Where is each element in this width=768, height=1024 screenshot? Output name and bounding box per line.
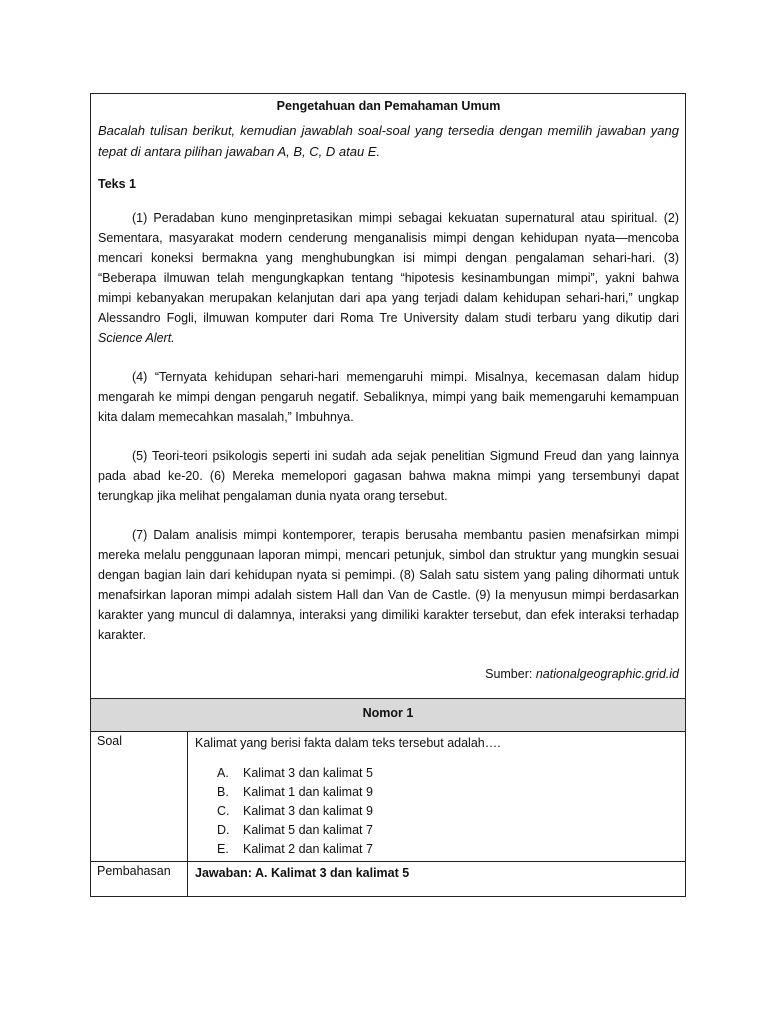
question-number-header: Nomor 1	[91, 698, 685, 731]
paragraph-2: (4) “Ternyata kehidupan sehari-hari memengaruhi mimpi. Misalnya, kecemasan dalam hidup mengarah ke mimpi dengan pengaruh negatif. Sebaliknya, mimpi yang baik memengaruhi kemampuan kita dalam memecahkan masalah,” Imbuhnya.	[98, 370, 679, 424]
option-b	[217, 783, 679, 802]
option-letter: D.	[217, 823, 230, 837]
question-text: Kalimat yang berisi fakta dalam teks tersebut adalah….	[195, 736, 501, 750]
paragraph-1	[98, 208, 679, 348]
option-text: Kalimat 3 dan kalimat 9	[243, 804, 373, 818]
soal-row	[91, 731, 685, 861]
option-d	[217, 821, 679, 840]
answer-text: Jawaban: A. Kalimat 3 dan kalimat 5	[195, 866, 410, 880]
pembahasan-content	[188, 862, 685, 896]
option-e	[217, 840, 679, 859]
paragraph-1-citation: Science Alert.	[98, 331, 175, 345]
paragraph-4: (7) Dalam analisis mimpi kontemporer, terapis berusaha membantu pasien menafsirkan mimpi mereka melalu penggunaan laporan mimpi, mencari petunjuk, simbol dan struktur yang mungkin sesuai dengan bagian lain dari kehidupan nyata si pemimpi. (8) Salah satu sistem yang paling dihormati untuk menafsirkan laporan mimpi adalah sistem Hall dan Van de Castle. (9) Ia menyusun mimpi berdasarkan karakter yang muncul di dalamnya, interaksi yang dimiliki karakter tersebut, dan efek interaksi terhadap karakter.	[98, 528, 679, 642]
option-text: Kalimat 2 dan kalimat 7	[243, 842, 373, 856]
option-text: Kalimat 5 dan kalimat 7	[243, 823, 373, 837]
soal-label: Soal	[91, 732, 188, 861]
instructions-text: Bacalah tulisan berikut, kemudian jawablah soal-soal yang tersedia dengan memilih jawaban yang tepat di antara pilihan jawaban A, B, C, D atau E.	[98, 123, 679, 159]
document-table	[90, 93, 686, 897]
option-letter: C.	[217, 804, 230, 818]
answer-options	[195, 764, 679, 859]
option-c	[217, 802, 679, 821]
paragraph-1-text: (1) Peradaban kuno menginpretasikan mimpi sebagai kekuatan supernatural atau spiritual. (2) Sementara, masyarakat modern cenderung menganalisis mimpi dengan kehidupan nyata—mencoba mencari koneksi bermakna yang menghubungkan isi mimpi dengan pengalaman sehari-hari. (3) “Beberapa ilmuwan telah mengungkapkan tentang “hipotesis kesinambungan mimpi”, yakni bahwa mimpi kebanyakan merupakan kelanjutan dari apa yang terjadi dalam kehidupan sehari-hari,” ungkap Alessandro Fogli, ilmuwan komputer dari Roma Tre University dalam studi terbaru yang dikutip dari	[98, 211, 679, 325]
document-title: Pengetahuan dan Pemahaman Umum	[276, 99, 501, 113]
pembahasan-label: Pembahasan	[91, 862, 188, 896]
source-link: nationalgeographic.grid.id	[535, 667, 679, 681]
option-letter: E.	[217, 842, 229, 856]
source-line	[98, 664, 679, 684]
source-label: Sumber:	[485, 667, 536, 681]
passage-section	[91, 94, 685, 698]
option-letter: B.	[217, 785, 229, 799]
option-a	[217, 764, 679, 783]
option-text: Kalimat 1 dan kalimat 9	[243, 785, 373, 799]
option-letter: A.	[217, 766, 229, 780]
paragraph-3: (5) Teori-teori psikologis seperti ini sudah ada sejak penelitian Sigmund Freud dan yang lainnya pada abad ke-20. (6) Mereka memelopori gagasan bahwa makna mimpi yang tersembunyi dapat terungkap jika melihat pengalaman dunia nyata orang tersebut.	[98, 449, 679, 503]
text-heading: Teks 1	[98, 177, 136, 191]
pembahasan-row	[91, 861, 685, 896]
option-text: Kalimat 3 dan kalimat 5	[243, 766, 373, 780]
soal-content	[188, 732, 685, 861]
